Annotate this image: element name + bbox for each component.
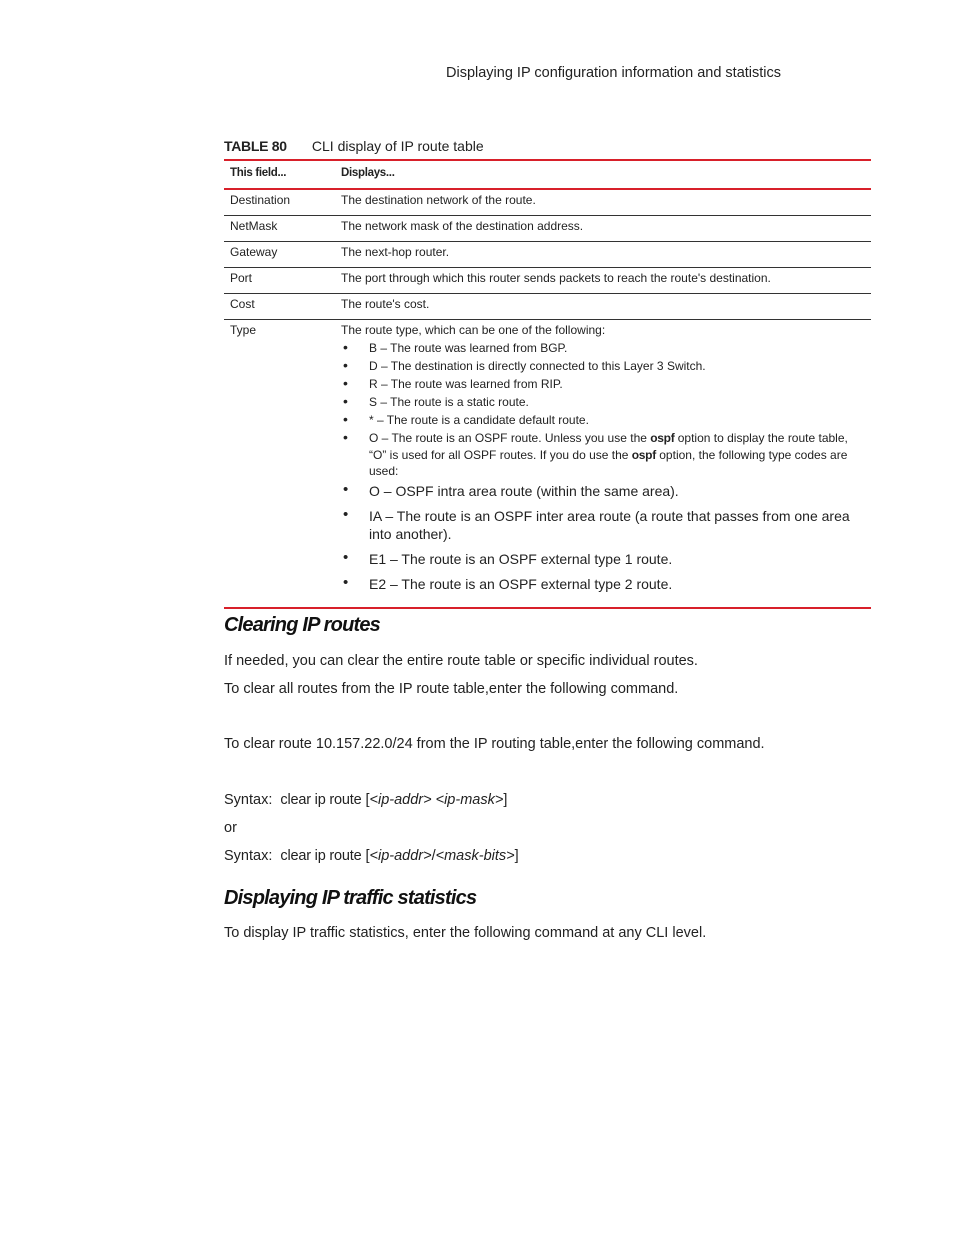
syntax-arg: <ip-addr> <ip-mask> <box>369 792 504 808</box>
table-row <box>224 216 871 242</box>
list-item: • E1 – The route is an OSPF external type 1 route. <box>341 550 865 568</box>
field-name: Destination <box>224 189 335 216</box>
table-caption-text: CLI display of IP route table <box>311 138 484 154</box>
ospf-keyword: ospf <box>631 447 656 462</box>
table-row-type <box>224 320 871 608</box>
table-row <box>224 242 871 268</box>
table-row <box>224 294 871 320</box>
field-desc: The port through which this router sends packets to reach the route's destination. <box>335 268 871 294</box>
list-item: • B – The route was learned from BGP. <box>341 340 865 357</box>
list-item-ospf <box>341 430 865 480</box>
table-header-row <box>224 160 871 189</box>
paragraph: To clear route 10.157.22.0/24 from the IP routing table,enter the following command. <box>224 736 765 752</box>
syntax-label: Syntax: <box>224 848 273 864</box>
syntax-slash: / <box>431 848 436 864</box>
list-item: • E2 – The route is an OSPF external type 2 route. <box>341 575 865 593</box>
field-desc: The route's cost. <box>335 294 871 320</box>
table-row <box>224 189 871 216</box>
section-heading-clearing: Clearing IP routes <box>224 614 381 636</box>
syntax-command: clear ip route <box>280 792 362 808</box>
list-item: • S – The route is a static route. <box>341 394 865 411</box>
header-field: This field... <box>224 160 335 189</box>
syntax-bracket: [ <box>361 848 370 864</box>
header-displays: Displays... <box>335 160 871 189</box>
list-item: • IA – The route is an OSPF inter area route (a route that passes from one area into another). <box>341 507 865 543</box>
table-number: TABLE 80 <box>224 138 287 154</box>
or-text: or <box>224 820 237 836</box>
running-header: Displaying IP configuration information and statistics <box>446 65 782 81</box>
table-row <box>224 268 871 294</box>
type-code-list <box>341 340 865 480</box>
ospf-keyword: ospf <box>650 431 675 445</box>
field-name: Gateway <box>224 242 335 268</box>
paragraph: To display IP traffic statistics, enter the following command at any CLI level. <box>224 925 707 941</box>
syntax-line <box>224 792 507 808</box>
syntax-arg: <ip-addr> <box>369 848 432 864</box>
ospf-text-3: option, the following type codes are used: <box>369 447 848 478</box>
ospf-text-1: O – The route is an OSPF route. Unless you use the <box>369 431 651 445</box>
field-desc: The next-hop router. <box>335 242 871 268</box>
syntax-bracket: [ <box>361 792 370 808</box>
ospf-text-2: option to display the route table, “O” is used for all OSPF routes. If you do use the <box>369 431 848 462</box>
syntax-arg: <mask-bits> <box>435 848 515 864</box>
list-item: • * – The route is a candidate default route. <box>341 412 865 429</box>
syntax-command: clear ip route <box>280 848 362 864</box>
paragraph: To clear all routes from the IP route table,enter the following command. <box>224 681 679 697</box>
list-item: • D – The destination is directly connected to this Layer 3 Switch. <box>341 358 865 375</box>
field-desc: The network mask of the destination address. <box>335 216 871 242</box>
field-name: NetMask <box>224 216 335 242</box>
type-intro: The route type, which can be one of the following: <box>341 323 606 337</box>
ospf-code-list <box>341 482 865 593</box>
syntax-line <box>224 848 519 864</box>
table-caption <box>224 138 484 154</box>
field-desc: The destination network of the route. <box>335 189 871 216</box>
section-heading-traffic: Displaying IP traffic statistics <box>224 887 477 909</box>
field-name: Type <box>224 320 335 608</box>
list-item: • R – The route was learned from RIP. <box>341 376 865 393</box>
field-desc <box>335 320 871 608</box>
field-name: Cost <box>224 294 335 320</box>
route-table <box>224 159 871 609</box>
paragraph: If needed, you can clear the entire route table or specific individual routes. <box>224 653 698 669</box>
field-name: Port <box>224 268 335 294</box>
syntax-bracket: ] <box>503 792 508 808</box>
syntax-bracket: ] <box>514 848 519 864</box>
list-item: • O – OSPF intra area route (within the same area). <box>341 482 865 500</box>
syntax-label: Syntax: <box>224 792 273 808</box>
